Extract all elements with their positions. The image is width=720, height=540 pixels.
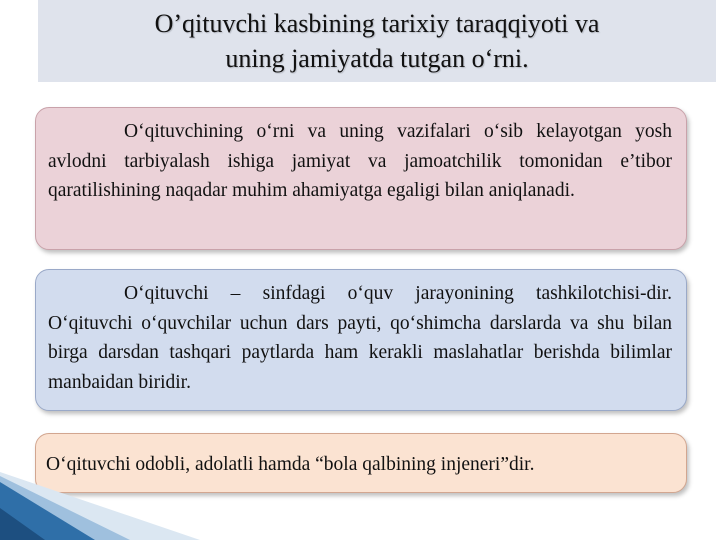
title-banner xyxy=(38,0,716,82)
text-block-organizer-paragraph: O‘qituvchi – sinfdagi o‘quv jarayonining tashkilotchisi-dir. O‘qituvchi o‘quvchilar uchun dars payti, qo‘shimcha darslarda va shu bilan birga darsdan tashqari paytlarda ham kerakli maslahatlar berishda bilimlar manbaidan biridir. xyxy=(48,283,672,393)
title-line-1: O’qituvchi kasbining tarixiy taraqqiyoti va xyxy=(154,9,600,38)
slide-title xyxy=(38,6,716,76)
text-block-qualities-paragraph: O‘qituvchi odobli, adolatli hamda “bola qalbining injeneri”dir. xyxy=(46,454,535,475)
title-line-2: uning jamiyatda tutgan o‘rni. xyxy=(225,44,529,73)
text-block-organizer xyxy=(35,269,687,411)
corner-decoration xyxy=(0,420,200,540)
text-block-role-paragraph: O‘qituvchining o‘rni va uning vazifalari o‘sib kelayotgan yosh avlodni tarbiyalash ishiga jamiyat va jamoatchilik tomonidan e’tibor qaratilishining naqadar muhim ahamiyatga egaligi bilan aniqlanadi. xyxy=(48,121,672,201)
text-block-role xyxy=(35,107,687,250)
